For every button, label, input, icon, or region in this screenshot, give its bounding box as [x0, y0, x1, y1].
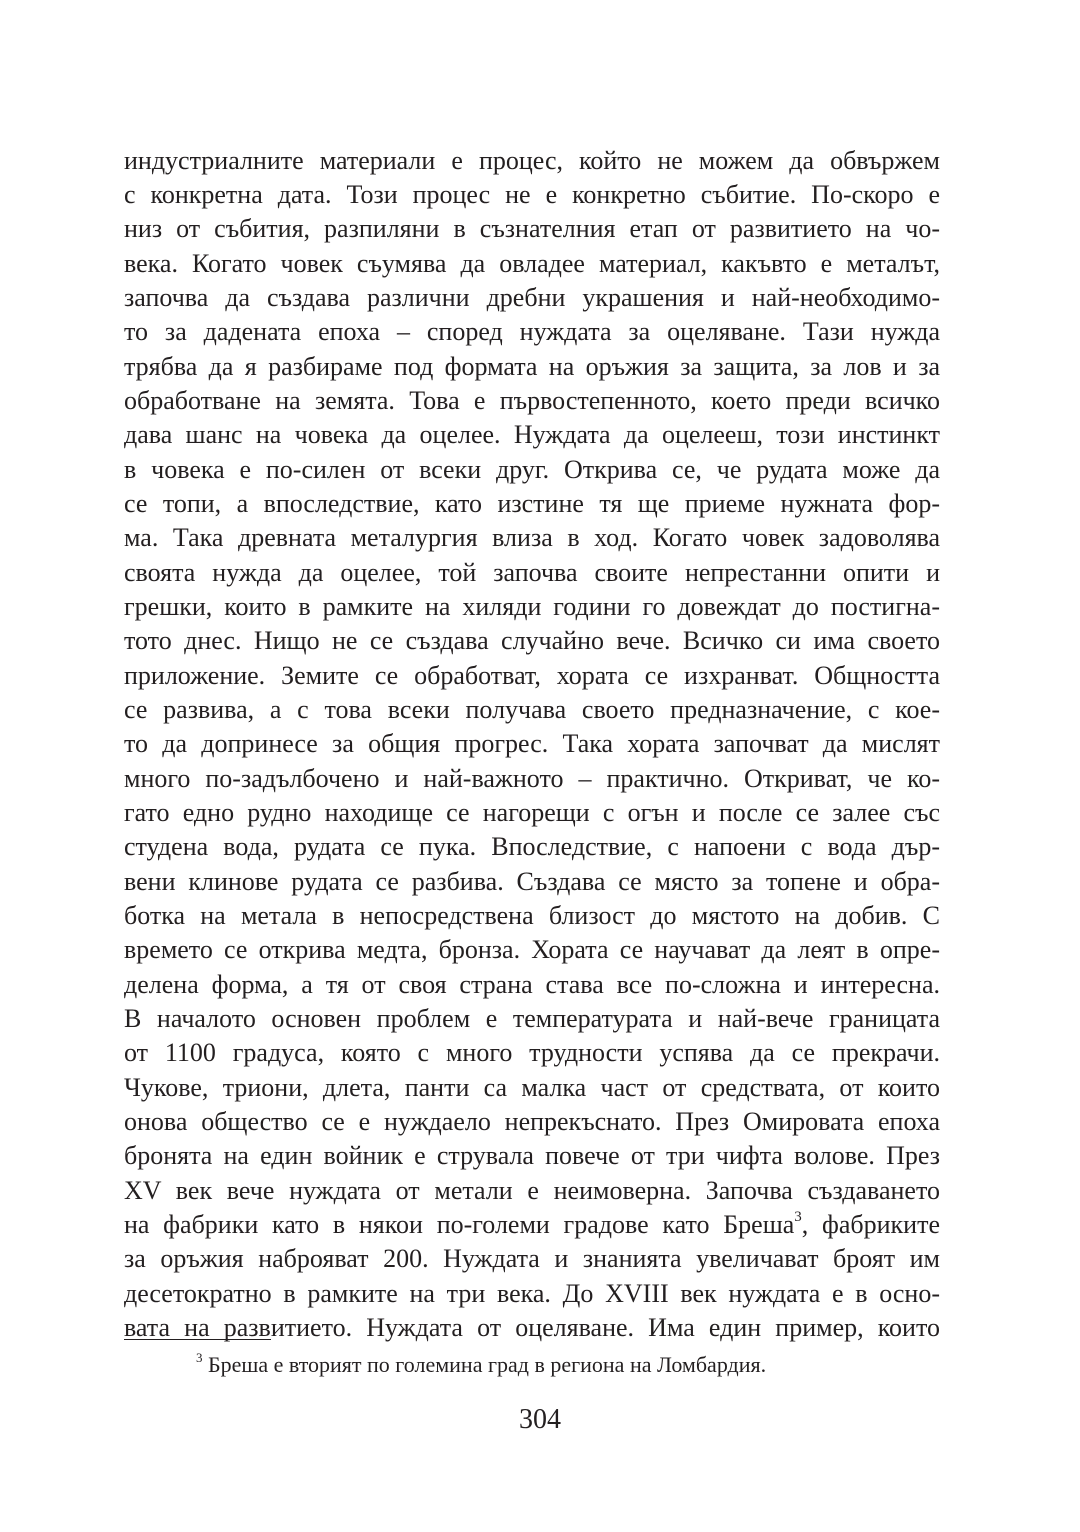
text-line: своята нужда да оцелее, той започва своите непрестанни опити и — [124, 558, 940, 587]
footnote-text: Бреша е вторият по големина град в региона на Ломбардия. — [202, 1352, 767, 1377]
text-line: бронята на един войник е струвала повече от три чифта волове. През — [124, 1141, 940, 1170]
text-line: ботка на метала в непосредствена близост до мястото на добив. С — [124, 901, 940, 930]
text-line: студена вода, рудата се пука. Впоследствие, с напоени с вода дър- — [124, 832, 940, 861]
text-line: приложение. Земите се обработват, хората се изхранват. Общността — [124, 661, 940, 690]
text-line: XV век вече нуждата от метали е неимоверна. Започва създаването — [124, 1176, 940, 1205]
text-line: се развива, а с това всеки получава своето предназначение, с кое- — [124, 695, 940, 724]
text-line: десетократно в рамките на три века. До XVIII век нуждата е в осно- — [124, 1279, 940, 1308]
text-line: се топи, а впоследствие, като изстине тя ще приеме нужната фор- — [124, 489, 940, 518]
text-line: делена форма, а тя от своя страна става все по-сложна и интересна. — [124, 970, 940, 999]
text-line: за оръжия наброяват 200. Нуждата и знанията увеличават броят им — [124, 1244, 940, 1273]
text-line: В началото основен проблем е температурата и най-вече границата — [124, 1004, 940, 1033]
text-line: низ от събития, разпиляни в съзнателния етап от развитието на чо- — [124, 214, 940, 243]
text-line: в човека е по-силен от всеки друг. Открива се, че рудата може да — [124, 455, 940, 484]
text-segment: на фабрики като в някои по-големи градове като Бреша — [124, 1210, 795, 1239]
text-line: тото днес. Нищо не се създава случайно вече. Всичко си има своето — [124, 626, 940, 655]
text-line: дава шанс на човека да оцелее. Нуждата да оцелееш, този инстинкт — [124, 420, 940, 449]
text-line: онова общество се е нуждаело непрекъснато. През Омировата епоха — [124, 1107, 940, 1136]
footnote-ref: 3 — [794, 1209, 802, 1226]
text-segment: , фабриките — [801, 1210, 940, 1239]
text-line: ма. Така древната металургия влиза в ход. Когато човек задоволява — [124, 523, 940, 552]
text-line-with-footnote-ref — [124, 1208, 940, 1242]
text-line: гато едно рудно находище се нагорещи с огън и после се залее със — [124, 798, 940, 827]
text-line: то за дадената епоха – според нуждата за оцеляване. Тази нужда — [124, 317, 940, 346]
text-line: Чукове, триони, длета, панти са малка част от средствата, от които — [124, 1073, 940, 1102]
text-line: то да допринесе за общия прогрес. Така хората започват да мислят — [124, 729, 940, 758]
text-line: индустриалните материали е процес, който не можем да обвържем — [124, 146, 940, 175]
footnote — [196, 1350, 766, 1380]
page-number: 304 — [519, 1404, 561, 1435]
text-line: много по-задълбочено и най-важното – практично. Откриват, че ко- — [124, 764, 940, 793]
footnote-number: 3 — [196, 1349, 203, 1365]
text-line: от 1100 градуса, която с много трудности успява да се прекрачи. — [124, 1038, 940, 1067]
text-line: трябва да я разбираме под формата на оръжия за защита, за лов и за — [124, 352, 940, 381]
text-line: с конкретна дата. Този процес не е конкретно събитие. По-скоро е — [124, 180, 940, 209]
text-line: започва да създава различни дребни украшения и най-необходимо- — [124, 283, 940, 312]
text-line: грешки, които в рамките на хиляди години го довеждат до постигна- — [124, 592, 940, 621]
text-line: вата на развитието. Нуждата от оцеляване. Има един пример, които — [124, 1313, 940, 1342]
text-line: века. Когато човек съумява да овладее материал, какъвто е металът, — [124, 249, 940, 278]
text-line: обработване на земята. Това е първостепенното, което преди всичко — [124, 386, 940, 415]
text-line: времето се открива медта, бронза. Хората се научават да леят в опре- — [124, 935, 940, 964]
text-line: вени клинове рудата се разбива. Създава се място за топене и обра- — [124, 867, 940, 896]
footnote-divider — [124, 1339, 271, 1340]
